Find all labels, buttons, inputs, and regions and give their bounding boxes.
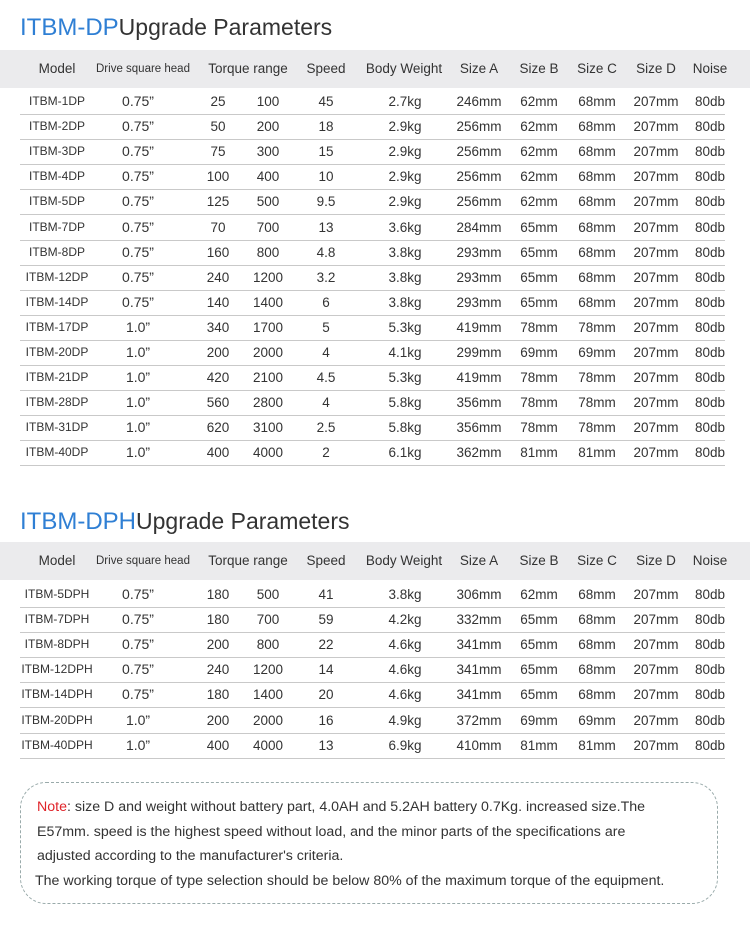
table-row	[20, 340, 725, 366]
note-line-1-text: : size D and weight without battery part, 4.0AH and 5.2AH battery 0.7Kg. increased size.The	[66, 799, 646, 815]
cell-drive-square-head: 1.0”	[125, 736, 151, 753]
cell-speed: 16	[318, 712, 334, 728]
cell-drive-square-head: 1.0”	[125, 444, 151, 461]
cell-torque-min: 180	[206, 687, 230, 703]
cell-size-c: 81mm	[578, 737, 616, 753]
col-header-size-c: Size C	[577, 61, 617, 76]
cell-noise: 80db	[694, 587, 726, 602]
cell-size-c: 68mm	[578, 169, 616, 185]
cell-size-b: 62mm	[520, 587, 558, 602]
cell-body-weight: 2.9kg	[388, 119, 422, 135]
cell-size-a: 356mm	[456, 395, 502, 411]
col-header-size-b: Size B	[519, 61, 559, 76]
cell-body-weight: 5.8kg	[388, 420, 422, 436]
cell-size-b: 62mm	[520, 144, 558, 160]
cell-size-c: 69mm	[578, 712, 616, 728]
cell-torque-max: 800	[256, 244, 280, 260]
cell-torque-max: 2800	[252, 395, 284, 411]
cell-torque-min: 70	[210, 219, 226, 235]
cell-torque-max: 100	[256, 94, 280, 109]
cell-model: ITBM-5DP	[28, 194, 85, 209]
table-row	[20, 657, 725, 683]
cell-torque-max: 1400	[252, 294, 284, 310]
cell-size-b: 81mm	[520, 737, 558, 753]
cell-size-d: 207mm	[633, 420, 679, 436]
note-line-4: The working torque of type selection should be below 80% of the maximum torque of the equipment.	[35, 872, 665, 889]
cell-noise: 80db	[694, 244, 726, 260]
cell-body-weight: 4.6kg	[388, 637, 422, 653]
dp-title-text: Upgrade Parameters	[118, 14, 333, 40]
cell-model: ITBM-2DP	[28, 119, 85, 134]
cell-size-b: 62mm	[520, 194, 558, 210]
cell-size-a: 256mm	[456, 194, 502, 210]
note-line-1	[37, 795, 717, 820]
cell-drive-square-head: 0.75”	[122, 143, 154, 160]
table-row	[20, 607, 725, 633]
cell-speed: 45	[318, 94, 334, 109]
cell-noise: 80db	[694, 395, 726, 411]
cell-torque-max: 300	[256, 144, 280, 160]
cell-model: ITBM-21DP	[25, 370, 89, 385]
cell-torque-max: 4000	[252, 737, 284, 753]
cell-torque-min: 620	[206, 420, 230, 436]
cell-torque-max: 2100	[252, 370, 284, 386]
col-header-drive-square-head: Drive square head	[96, 555, 190, 567]
dph-title-text: Upgrade Parameters	[136, 508, 350, 534]
cell-size-a: 256mm	[456, 169, 502, 185]
col-header-size-a: Size A	[459, 61, 499, 76]
cell-size-b: 65mm	[520, 244, 558, 260]
cell-size-c: 68mm	[578, 587, 616, 602]
cell-size-b: 65mm	[520, 612, 558, 628]
cell-model: ITBM-4DP	[28, 169, 85, 184]
cell-body-weight: 2.7kg	[388, 94, 422, 109]
cell-torque-min: 400	[206, 445, 230, 461]
table-row	[20, 582, 725, 608]
cell-drive-square-head: 1.0”	[125, 369, 151, 386]
cell-size-c: 68mm	[578, 269, 616, 285]
cell-size-b: 69mm	[520, 712, 558, 728]
cell-body-weight: 6.9kg	[388, 737, 422, 753]
cell-torque-max: 2000	[252, 712, 284, 728]
cell-size-a: 341mm	[456, 662, 502, 678]
table-row	[20, 290, 725, 316]
col-header-size-c: Size C	[577, 553, 617, 568]
cell-size-d: 207mm	[633, 370, 679, 386]
cell-model: ITBM-40DPH	[21, 737, 93, 752]
dph-section-title	[20, 508, 350, 536]
cell-body-weight: 3.8kg	[388, 269, 422, 285]
cell-size-a: 256mm	[456, 119, 502, 135]
cell-model: ITBM-7DPH	[24, 612, 90, 627]
cell-body-weight: 3.6kg	[388, 219, 422, 235]
cell-drive-square-head: 0.75”	[122, 586, 154, 602]
cell-speed: 4.8	[316, 244, 336, 260]
cell-model: ITBM-17DP	[25, 319, 89, 334]
cell-speed: 22	[318, 637, 334, 653]
dph-table-header	[0, 542, 750, 580]
table-row	[20, 265, 725, 291]
cell-size-b: 78mm	[520, 370, 558, 386]
cell-speed: 2	[322, 445, 330, 461]
cell-drive-square-head: 0.75”	[122, 243, 154, 260]
cell-noise: 80db	[694, 662, 726, 678]
cell-torque-max: 1400	[252, 687, 284, 703]
cell-body-weight: 4.6kg	[388, 687, 422, 703]
col-header-torque-range: Torque range	[208, 553, 288, 568]
cell-noise: 80db	[694, 612, 726, 628]
dph-title-code: ITBM-DPH	[20, 508, 136, 535]
cell-speed: 15	[318, 144, 334, 160]
cell-size-c: 78mm	[578, 319, 616, 335]
cell-speed: 5	[322, 319, 330, 335]
cell-model: ITBM-3DP	[28, 144, 85, 159]
cell-noise: 80db	[694, 119, 726, 135]
cell-model: ITBM-31DP	[25, 420, 89, 435]
cell-size-a: 362mm	[456, 445, 502, 461]
cell-torque-max: 500	[256, 194, 280, 210]
cell-torque-min: 200	[206, 345, 230, 360]
cell-size-c: 68mm	[578, 662, 616, 678]
table-row	[20, 215, 725, 241]
cell-torque-max: 700	[256, 219, 280, 235]
cell-size-d: 207mm	[633, 612, 679, 628]
cell-drive-square-head: 1.0”	[125, 344, 151, 360]
cell-size-c: 78mm	[578, 395, 616, 411]
cell-body-weight: 2.9kg	[388, 169, 422, 185]
cell-torque-max: 500	[256, 587, 280, 602]
cell-size-d: 207mm	[633, 194, 679, 210]
cell-speed: 10	[318, 169, 334, 185]
cell-torque-min: 140	[206, 294, 230, 310]
cell-model: ITBM-12DPH	[21, 662, 93, 677]
cell-torque-min: 100	[206, 169, 230, 185]
cell-size-a: 293mm	[456, 294, 502, 310]
cell-torque-min: 180	[206, 612, 230, 628]
cell-size-d: 207mm	[633, 119, 679, 135]
cell-size-c: 68mm	[578, 637, 616, 653]
col-header-body-weight: Body Weight	[365, 553, 443, 568]
cell-size-a: 299mm	[456, 345, 502, 360]
table-row	[20, 708, 725, 734]
cell-size-d: 207mm	[633, 587, 679, 602]
dp-table-header	[0, 50, 750, 88]
cell-body-weight: 2.9kg	[388, 194, 422, 210]
cell-speed: 18	[318, 119, 334, 135]
cell-size-d: 207mm	[633, 294, 679, 310]
cell-size-a: 410mm	[456, 737, 502, 753]
table-row	[20, 733, 725, 759]
cell-torque-max: 700	[256, 612, 280, 628]
cell-size-d: 207mm	[633, 169, 679, 185]
cell-model: ITBM-40DP	[25, 445, 89, 460]
table-row	[20, 114, 725, 140]
cell-torque-min: 340	[206, 319, 230, 335]
table-row	[20, 415, 725, 441]
cell-size-c: 69mm	[578, 345, 616, 360]
cell-size-b: 81mm	[520, 445, 558, 461]
col-header-size-b: Size B	[519, 553, 559, 568]
cell-size-a: 284mm	[456, 219, 502, 235]
cell-size-a: 372mm	[456, 712, 502, 728]
cell-size-d: 207mm	[633, 737, 679, 753]
note-line-2: E57mm. speed is the highest speed without load, and the minor parts of the specifications are	[37, 823, 626, 840]
cell-torque-min: 240	[206, 662, 230, 678]
cell-size-b: 65mm	[520, 637, 558, 653]
col-header-speed: Speed	[306, 553, 346, 568]
cell-noise: 80db	[694, 712, 726, 728]
cell-model: ITBM-20DPH	[21, 712, 93, 727]
cell-size-d: 207mm	[633, 94, 679, 109]
cell-torque-min: 240	[206, 269, 230, 285]
cell-model: ITBM-14DPH	[21, 687, 93, 702]
cell-size-b: 62mm	[520, 119, 558, 135]
cell-drive-square-head: 0.75”	[122, 118, 154, 135]
table-row	[20, 189, 725, 215]
table-row	[20, 365, 725, 391]
cell-body-weight: 2.9kg	[388, 144, 422, 160]
cell-size-d: 207mm	[633, 445, 679, 461]
table-row	[20, 632, 725, 658]
cell-size-d: 207mm	[633, 637, 679, 653]
cell-size-a: 293mm	[456, 269, 502, 285]
cell-size-d: 207mm	[633, 395, 679, 411]
col-header-speed: Speed	[306, 61, 346, 76]
col-header-torque-range: Torque range	[208, 61, 288, 76]
cell-size-c: 68mm	[578, 294, 616, 310]
cell-speed: 14	[318, 662, 334, 678]
cell-noise: 80db	[694, 637, 726, 653]
cell-size-c: 78mm	[578, 370, 616, 386]
cell-body-weight: 4.9kg	[388, 712, 422, 728]
cell-model: ITBM-8DPH	[24, 637, 90, 652]
cell-size-a: 332mm	[456, 612, 502, 628]
cell-drive-square-head: 1.0”	[125, 711, 151, 728]
table-row	[20, 390, 725, 416]
cell-torque-min: 200	[206, 637, 230, 653]
col-header-size-a: Size A	[459, 553, 499, 568]
cell-drive-square-head: 0.75”	[122, 218, 154, 235]
cell-noise: 80db	[694, 144, 726, 160]
cell-size-a: 341mm	[456, 687, 502, 703]
col-header-body-weight: Body Weight	[365, 61, 443, 76]
cell-drive-square-head: 0.75”	[122, 268, 154, 285]
cell-body-weight: 4.2kg	[388, 612, 422, 628]
col-header-model: Model	[38, 553, 76, 568]
cell-noise: 80db	[694, 269, 726, 285]
cell-model: ITBM-20DP	[25, 345, 89, 359]
cell-size-d: 207mm	[633, 144, 679, 160]
cell-speed: 13	[318, 737, 334, 753]
cell-size-b: 65mm	[520, 662, 558, 678]
cell-torque-max: 4000	[252, 445, 284, 461]
cell-speed: 4	[322, 395, 330, 411]
table-row	[20, 682, 725, 708]
dp-section-title	[20, 14, 332, 42]
cell-size-d: 207mm	[633, 687, 679, 703]
cell-speed: 4.5	[316, 370, 336, 386]
cell-speed: 13	[318, 219, 334, 235]
cell-size-d: 207mm	[633, 345, 679, 360]
cell-torque-min: 180	[206, 587, 230, 602]
cell-size-b: 62mm	[520, 169, 558, 185]
cell-model: ITBM-7DP	[28, 219, 85, 234]
cell-model: ITBM-5DPH	[24, 587, 90, 601]
cell-noise: 80db	[694, 194, 726, 210]
cell-size-a: 419mm	[456, 319, 502, 335]
cell-body-weight: 5.3kg	[388, 370, 422, 386]
cell-body-weight: 6.1kg	[388, 445, 422, 461]
cell-size-c: 68mm	[578, 119, 616, 135]
table-row	[20, 240, 725, 266]
cell-size-a: 419mm	[456, 370, 502, 386]
cell-size-c: 68mm	[578, 244, 616, 260]
cell-noise: 80db	[694, 219, 726, 235]
cell-body-weight: 3.8kg	[388, 587, 422, 602]
cell-noise: 80db	[694, 319, 726, 335]
cell-size-a: 246mm	[456, 94, 502, 109]
cell-drive-square-head: 0.75”	[122, 93, 154, 109]
cell-size-b: 78mm	[520, 420, 558, 436]
cell-size-a: 256mm	[456, 144, 502, 160]
cell-torque-min: 125	[206, 194, 230, 210]
dp-title-code: ITBM-DP	[20, 14, 119, 41]
cell-speed: 59	[318, 612, 334, 628]
note-box	[20, 782, 718, 904]
cell-noise: 80db	[694, 370, 726, 386]
cell-torque-min: 420	[206, 370, 230, 386]
cell-size-b: 78mm	[520, 395, 558, 411]
cell-size-a: 306mm	[456, 587, 502, 602]
table-row	[20, 89, 725, 115]
cell-size-a: 356mm	[456, 420, 502, 436]
cell-size-d: 207mm	[633, 269, 679, 285]
col-header-size-d: Size D	[636, 61, 676, 76]
cell-torque-min: 400	[206, 737, 230, 753]
cell-torque-max: 1700	[252, 319, 284, 335]
cell-torque-min: 25	[210, 94, 226, 109]
cell-model: ITBM-8DP	[28, 244, 85, 259]
cell-size-d: 207mm	[633, 662, 679, 678]
cell-noise: 80db	[694, 94, 726, 109]
cell-size-c: 78mm	[578, 420, 616, 436]
cell-noise: 80db	[694, 345, 726, 360]
cell-body-weight: 3.8kg	[388, 244, 422, 260]
cell-drive-square-head: 0.75”	[122, 293, 154, 310]
cell-size-d: 207mm	[633, 219, 679, 235]
cell-drive-square-head: 0.75”	[122, 636, 154, 653]
cell-model: ITBM-1DP	[28, 94, 85, 108]
cell-body-weight: 4.1kg	[388, 345, 422, 360]
cell-body-weight: 3.8kg	[388, 294, 422, 310]
col-header-size-d: Size D	[636, 553, 676, 568]
cell-drive-square-head: 1.0”	[125, 394, 151, 411]
cell-body-weight: 5.3kg	[388, 319, 422, 335]
cell-noise: 80db	[694, 420, 726, 436]
cell-drive-square-head: 0.75”	[122, 661, 154, 678]
cell-size-c: 68mm	[578, 94, 616, 109]
cell-model: ITBM-12DP	[25, 269, 89, 284]
cell-size-d: 207mm	[633, 319, 679, 335]
cell-size-b: 78mm	[520, 319, 558, 335]
cell-body-weight: 5.8kg	[388, 395, 422, 411]
cell-size-a: 341mm	[456, 637, 502, 653]
cell-size-c: 68mm	[578, 219, 616, 235]
note-label: Note	[37, 799, 67, 815]
table-row	[20, 315, 725, 341]
cell-speed: 2.5	[316, 420, 336, 436]
cell-speed: 20	[318, 687, 334, 703]
cell-size-b: 65mm	[520, 294, 558, 310]
note-line-3: adjusted according to the manufacturer's criteria.	[37, 848, 344, 864]
cell-model: ITBM-14DP	[25, 294, 89, 309]
cell-torque-min: 75	[210, 144, 226, 160]
table-row	[20, 139, 725, 165]
table-row	[20, 440, 725, 466]
cell-torque-min: 160	[206, 244, 230, 260]
cell-torque-max: 800	[256, 637, 280, 653]
cell-model: ITBM-28DP	[25, 395, 89, 410]
col-header-noise: Noise	[692, 61, 728, 76]
cell-size-b: 69mm	[520, 345, 558, 360]
cell-drive-square-head: 1.0”	[125, 419, 151, 436]
cell-drive-square-head: 0.75”	[122, 193, 154, 210]
cell-noise: 80db	[694, 445, 726, 461]
cell-speed: 41	[318, 587, 334, 602]
cell-size-c: 81mm	[578, 445, 616, 461]
cell-size-b: 65mm	[520, 269, 558, 285]
table-row	[20, 164, 725, 190]
cell-noise: 80db	[694, 737, 726, 753]
cell-drive-square-head: 0.75”	[122, 611, 154, 628]
cell-drive-square-head: 1.0”	[125, 318, 151, 335]
cell-noise: 80db	[694, 169, 726, 185]
cell-torque-min: 50	[210, 119, 226, 135]
cell-torque-min: 560	[206, 395, 230, 411]
cell-speed: 6	[322, 294, 330, 310]
cell-noise: 80db	[694, 294, 726, 310]
cell-torque-max: 1200	[252, 662, 284, 678]
cell-size-c: 68mm	[578, 687, 616, 703]
cell-size-c: 68mm	[578, 144, 616, 160]
cell-speed: 4	[322, 345, 330, 360]
col-header-drive-square-head: Drive square head	[96, 63, 190, 75]
cell-torque-max: 400	[256, 169, 280, 185]
cell-size-b: 65mm	[520, 687, 558, 703]
cell-torque-max: 2000	[252, 345, 284, 360]
cell-noise: 80db	[694, 687, 726, 703]
cell-drive-square-head: 0.75”	[122, 168, 154, 185]
cell-size-b: 62mm	[520, 94, 558, 109]
cell-torque-max: 1200	[252, 269, 284, 285]
cell-torque-max: 3100	[252, 420, 284, 436]
col-header-model: Model	[38, 61, 76, 76]
cell-size-d: 207mm	[633, 712, 679, 728]
cell-size-c: 68mm	[578, 612, 616, 628]
cell-torque-max: 200	[256, 119, 280, 135]
cell-torque-min: 200	[206, 712, 230, 728]
cell-speed: 9.5	[316, 194, 336, 210]
cell-size-c: 68mm	[578, 194, 616, 210]
col-header-noise: Noise	[692, 553, 728, 568]
cell-drive-square-head: 0.75”	[122, 686, 154, 703]
cell-speed: 3.2	[316, 269, 336, 285]
cell-size-b: 65mm	[520, 219, 558, 235]
cell-size-a: 293mm	[456, 244, 502, 260]
cell-body-weight: 4.6kg	[388, 662, 422, 678]
cell-size-d: 207mm	[633, 244, 679, 260]
